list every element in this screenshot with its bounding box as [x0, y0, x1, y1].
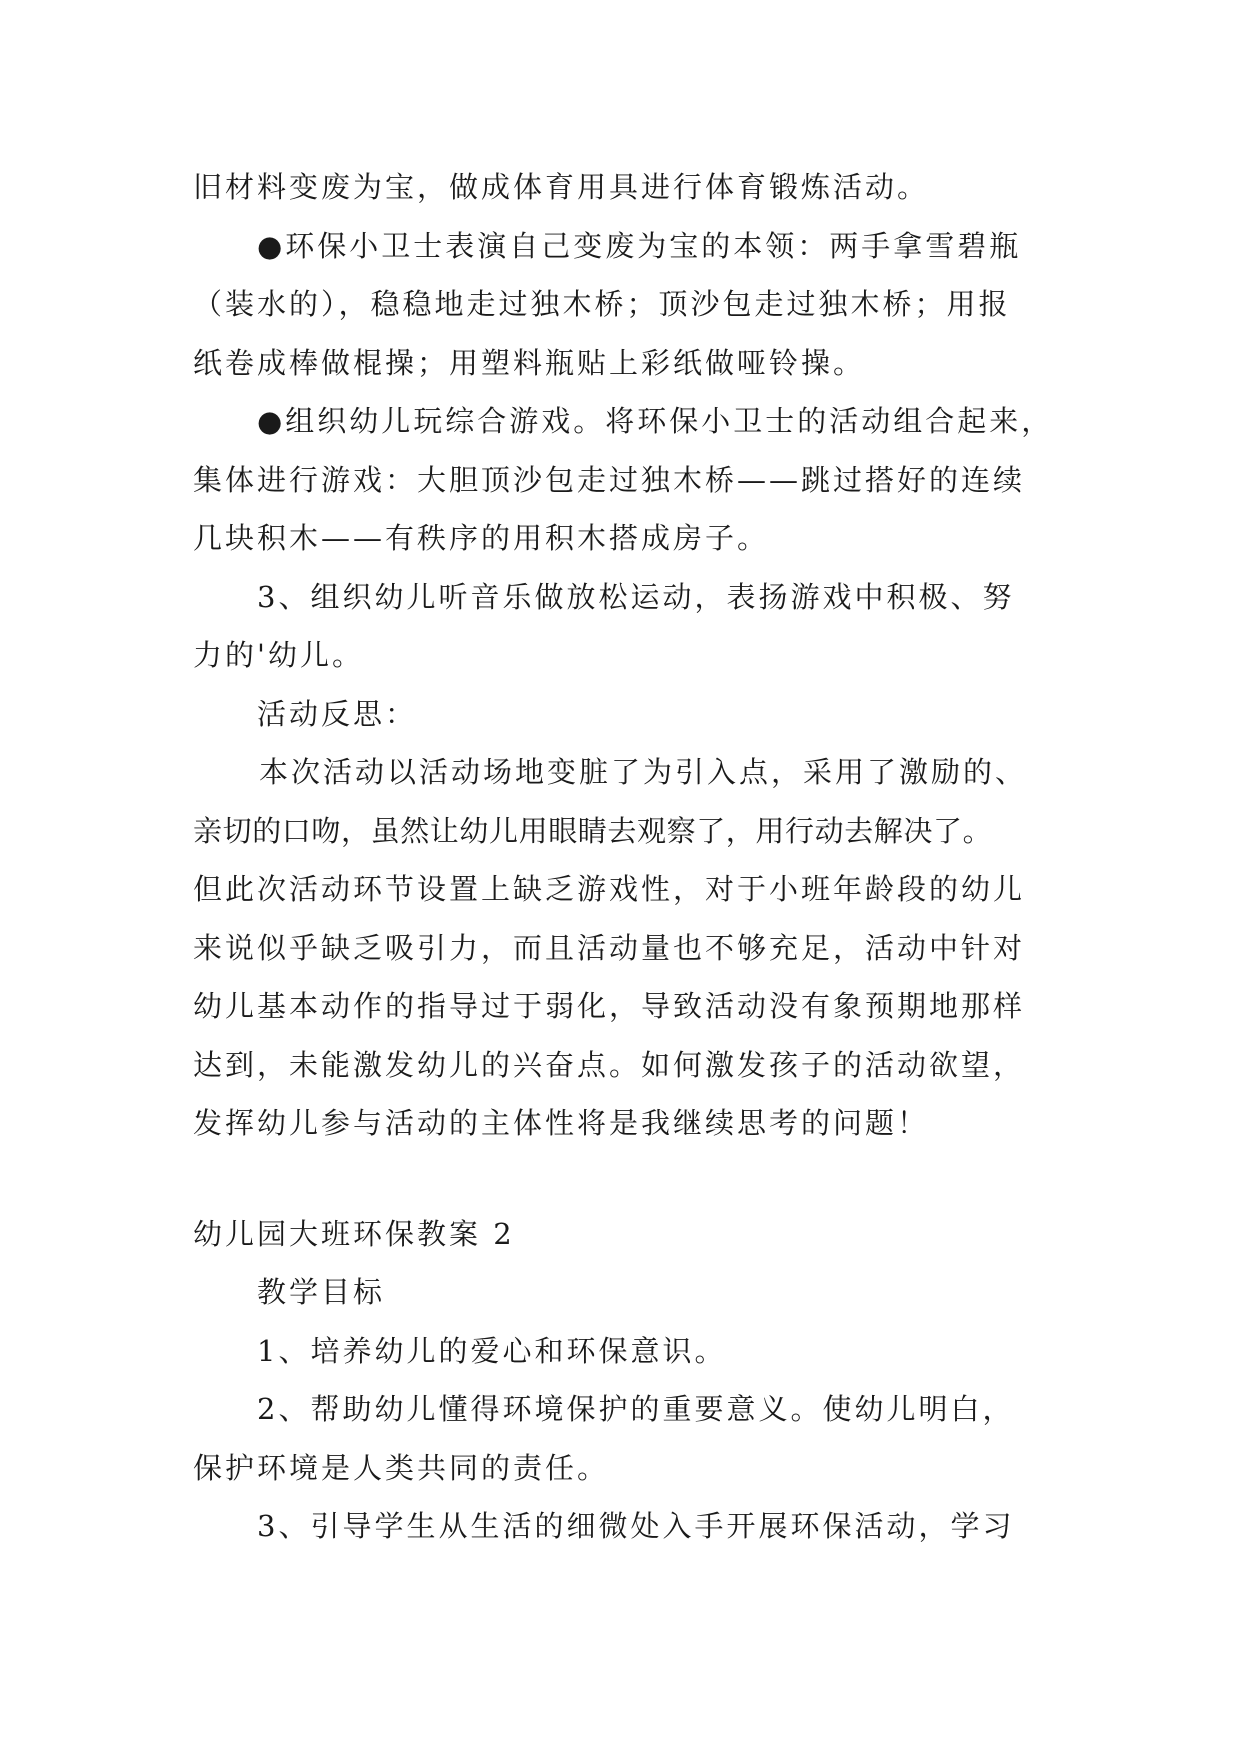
document-title: 幼儿园大班环保教案 2 — [193, 1216, 515, 1251]
bullet-line: ●环保小卫士表演自己变废为宝的本领：两手拿雪碧瓶 — [257, 228, 1022, 263]
paragraph-line: （装水的），稳稳地走过独木桥；顶沙包走过独木桥；用报 — [193, 287, 1011, 321]
paragraph-line: 旧材料变废为宝，做成体育用具进行体育锻炼活动。 — [193, 170, 930, 204]
paragraph-line: 发挥幼儿参与活动的主体性将是我继续思考的问题！ — [193, 1106, 930, 1140]
paragraph-line: 力的'幼儿。 — [193, 638, 364, 672]
section-gap — [193, 1153, 1073, 1205]
paragraph-line: 亲切的口吻，虽然让幼儿用眼睛去观察了，用行动去解决了。 — [193, 813, 993, 848]
paragraph-line: 达到，未能激发幼儿的兴奋点。如何激发孩子的活动欲望， — [193, 1047, 1026, 1082]
paragraph-line: 纸卷成棒做棍操；用塑料瓶贴上彩纸做哑铃操。 — [193, 345, 866, 380]
paragraph-line: 3、组织幼儿听音乐做放松运动，表扬游戏中积极、努 — [257, 579, 1015, 614]
paragraph-line: 来说似乎缺乏吸引力，而且活动量也不够充足，活动中针对 — [193, 930, 1026, 965]
paragraph-line: 集体进行游戏：大胆顶沙包走过独木桥——跳过搭好的连续 — [193, 462, 1026, 497]
section-heading: 活动反思： — [257, 696, 418, 731]
paragraph-line: 但此次活动环节设置上缺乏游戏性，对于小班年龄段的幼儿 — [193, 872, 1026, 906]
paragraph-line: 幼儿基本动作的指导过于弱化，导致活动没有象预期地那样 — [193, 989, 1026, 1023]
paragraph-line: 本次活动以活动场地变脏了为引入点，采用了激励的、 — [259, 755, 1028, 789]
paragraph-line: 几块积木——有秩序的用积木搭成房子。 — [193, 521, 770, 555]
paragraph-line: 保护环境是人类共同的责任。 — [193, 1450, 610, 1485]
list-item: 2、帮助幼儿懂得环境保护的重要意义。使幼儿明白， — [257, 1392, 1015, 1426]
section-heading: 教学目标 — [257, 1275, 386, 1309]
list-item: 1、培养幼儿的爱心和环保意识。 — [257, 1333, 727, 1368]
list-item: 3、引导学生从生活的细微处入手开展环保活动，学习 — [257, 1509, 1015, 1543]
document-page — [193, 158, 1073, 1556]
bullet-line: ●组织幼儿玩综合游戏。将环保小卫士的活动组合起来， — [257, 404, 1054, 438]
